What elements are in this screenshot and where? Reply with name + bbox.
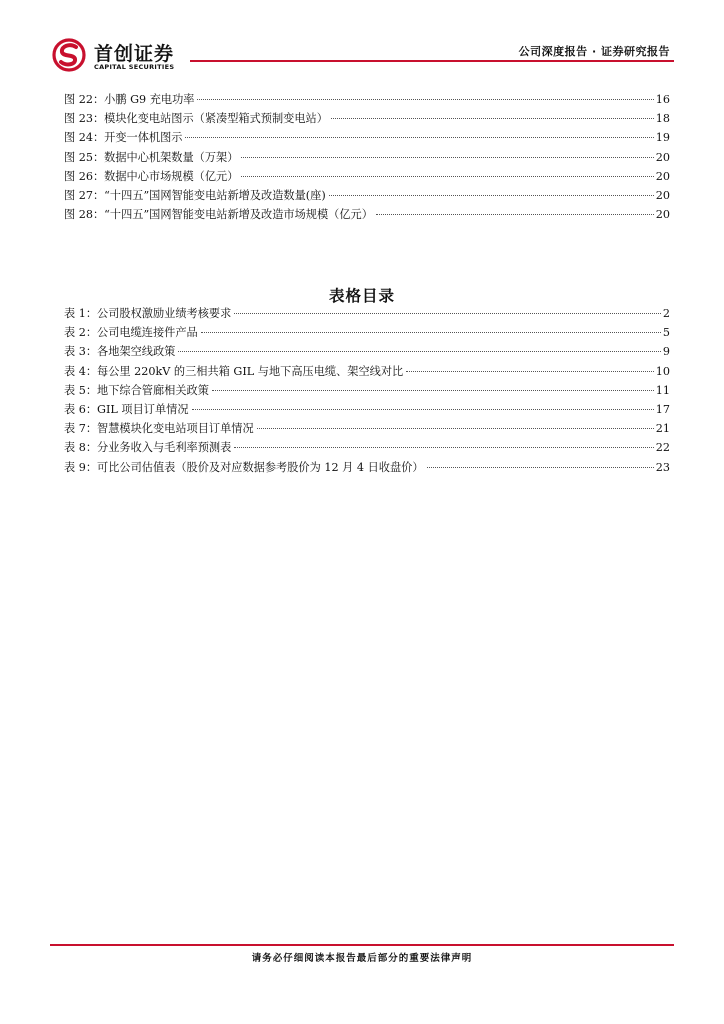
toc-entry-label: 表 8：分业务收入与毛利率预测表 [64,441,232,455]
toc-entry-label: 图 22：小鹏 G9 充电功率 [64,93,195,106]
toc-entry-page: 20 [655,169,670,183]
toc-entry-label: 图 26：数据中心市场规模（亿元） [64,169,239,183]
toc-entry-table-7[interactable] [64,420,670,439]
toc-entry-page: 23 [655,460,670,474]
toc-entry-page: 2 [662,307,670,320]
legal-disclaimer: 请务必仔细阅读本报告最后部分的重要法律声明 [251,953,473,964]
toc-entry-label: 图 23：模块化变电站图示（紧凑型箱式预制变电站） [64,112,328,126]
toc-entry-label: 表 6：GIL 项目订单情况 [64,402,189,416]
toc-entry-label: 表 3：各地架空线政策 [64,345,176,359]
tables-list [64,305,670,478]
toc-dot-leader [197,99,653,100]
figures-list [64,91,670,225]
toc-entry-page: 21 [655,422,670,436]
toc-entry-figure-27[interactable] [64,187,670,206]
toc-entry-table-6[interactable] [64,401,670,420]
toc-entry-page: 22 [655,441,670,455]
toc-entry-label: 表 9：可比公司估值表（股价及对应数据参考股价为 12 月 4 日收盘价） [64,460,424,474]
toc-entry-page: 19 [655,131,670,145]
toc-entry-table-5[interactable] [64,382,670,401]
company-logo [52,38,192,72]
toc-entry-label: 表 4：每公里 220kV 的三相共箱 GIL 与地下高压电缆、架空线对比 [64,364,404,378]
toc-entry-label: 表 2：公司电缆连接件产品 [64,326,198,340]
toc-dot-leader [427,467,654,468]
toc-entry-page: 9 [662,345,670,359]
toc-dot-leader [406,371,654,372]
toc-entry-label: 图 25：数据中心机架数量（万架） [64,150,239,164]
toc-entry-page: 18 [655,112,670,126]
toc-entry-figure-26[interactable] [64,168,670,187]
toc-dot-leader [201,332,661,333]
toc-entry-figure-23[interactable] [64,110,670,129]
tables-section-title: 表格目录 [328,287,395,305]
toc-entry-label: 表 7：智慧模块化变电站项目订单情况 [64,422,254,436]
capital-securities-logo-icon [52,38,88,72]
toc-entry-figure-28[interactable] [64,206,670,225]
toc-entry-page: 5 [662,326,670,340]
toc-entry-page: 17 [655,402,670,416]
toc-dot-leader [257,428,654,429]
toc-entry-page: 20 [655,150,670,164]
toc-entry-table-1[interactable] [64,305,670,324]
toc-dot-leader [192,409,654,410]
toc-entry-figure-25[interactable] [64,149,670,168]
page-header [0,0,724,70]
toc-entry-label: 图 24：开变一体机图示 [64,131,183,145]
toc-entry-page: 10 [655,364,670,378]
footer-divider [50,944,674,946]
toc-entry-page: 16 [655,93,670,106]
report-type-title: 公司深度报告 · 证券研究报告 [518,45,670,58]
toc-entry-label: 表 5：地下综合管廊相关政策 [64,383,209,397]
logo-english-name: CAPITAL SECURITIES [94,63,175,71]
toc-entry-label: 表 1：公司股权激励业绩考核要求 [64,307,232,320]
toc-entry-page: 11 [655,383,670,397]
logo-chinese-name: 首创证券 [94,43,175,65]
header-divider [190,60,674,62]
toc-dot-leader [212,390,654,391]
toc-dot-leader [241,157,653,158]
toc-entry-table-4[interactable] [64,363,670,382]
toc-entry-table-2[interactable] [64,324,670,343]
toc-entry-label: 图 27：“十四五”国网智能变电站新增及改造数量(座) [64,188,326,202]
toc-dot-leader [241,176,653,177]
toc-entry-table-9[interactable] [64,459,670,478]
toc-entry-figure-24[interactable] [64,129,670,148]
toc-dot-leader [234,447,653,448]
toc-dot-leader [329,195,654,196]
toc-dot-leader [178,351,661,352]
toc-entry-label: 图 28：“十四五”国网智能变电站新增及改造市场规模（亿元） [64,208,373,222]
toc-entry-table-3[interactable] [64,343,670,362]
toc-dot-leader [376,214,654,215]
toc-dot-leader [331,118,654,119]
toc-dot-leader [185,137,653,138]
toc-dot-leader [234,313,661,314]
toc-entry-page: 20 [655,208,670,222]
toc-entry-page: 20 [655,188,670,202]
toc-entry-table-8[interactable] [64,439,670,458]
toc-entry-figure-22[interactable] [64,91,670,110]
